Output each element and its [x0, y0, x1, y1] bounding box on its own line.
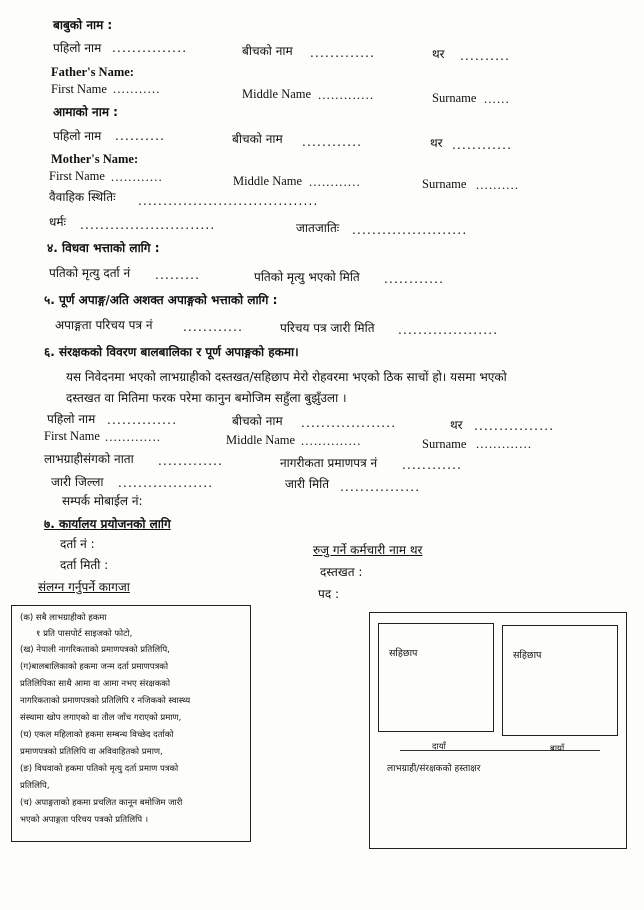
father-surname-en-label: Surname [432, 91, 477, 105]
attachment-line: भएको अपाङ्गता परिचय पत्रको प्रतिलिपि । [20, 815, 149, 825]
attachment-line: प्रमाणपत्रको प्रतिलिपि वा अविवाहितको प्रमाण, [20, 747, 163, 757]
mother-name-heading: आमाको नाम : [53, 105, 118, 119]
registration-no-label: दर्ता नं : [60, 537, 95, 551]
verifier-name-text: रुजु गर्ने कर्मचारी नाम थर [313, 543, 423, 557]
attachments-box [11, 605, 251, 842]
guardian-middle-name-en-label: Middle Name [226, 433, 296, 447]
citizenship-no-field[interactable]: ............ [402, 458, 463, 472]
father-first-name-np-field[interactable]: ............... [112, 41, 188, 55]
disability-allowance-heading: ५. पूर्ण अपाङ्ग/अति अशक्त अपाङ्गको भत्ताको लागि : [44, 293, 278, 307]
father-surname-en-field[interactable]: ...... [484, 92, 510, 106]
religion-label: धर्मः [49, 215, 66, 229]
father-middle-name-np-label: बीचको नाम [242, 44, 293, 58]
citizenship-issue-date-field[interactable]: ................ [340, 480, 421, 494]
father-first-name-np-label: पहिलो नाम [53, 41, 102, 55]
mother-name-en-heading: Mother's Name: [51, 152, 139, 166]
attachment-line: संस्थामा खोप लगाएको वा तौल जाँच गराएको प्रमाण, [20, 713, 182, 723]
attachment-line: प्रतिलिपि, [20, 781, 50, 791]
mother-middle-name-en-label: Middle Name [233, 174, 303, 188]
left-thumb-box[interactable] [378, 623, 494, 732]
guardian-first-name-np-field[interactable]: .............. [107, 413, 178, 427]
marital-status-label: वैवाहिक स्थितिः [49, 190, 116, 204]
father-surname-np-label: थर [432, 47, 445, 61]
office-signature-label: दस्तखत : [320, 565, 363, 579]
declaration-line-1: यस निवेदनमा भएको लाभग्राहीको दस्तखत/सहिछाप मेरो रोहवरमा भएको ठिक साचों हो। यसमा भएको [66, 370, 507, 384]
guardian-surname-np-label: थर [450, 418, 463, 432]
attachment-line: (क) सबै लाभग्राहीको हकमा [20, 613, 107, 623]
husband-death-reg-field[interactable]: ......... [155, 268, 201, 282]
guardian-first-name-en-label: First Name [44, 429, 100, 443]
mother-middle-name-en-field[interactable]: ............ [309, 175, 361, 189]
guardian-first-name-np-label: पहिलो नाम [47, 412, 96, 426]
father-middle-name-en-label: Middle Name [242, 87, 312, 101]
guardian-surname-en-label: Surname [422, 437, 467, 451]
thumbprint-box [369, 612, 627, 849]
left-thumb-label: सहिछाप [389, 648, 418, 659]
attachment-line: (च) अपाङ्गताको हकमा प्रचलित कानून बमोजिम जारी [20, 798, 183, 808]
disability-card-field[interactable]: ............ [183, 320, 244, 334]
mother-first-name-np-label: पहिलो नाम [53, 129, 102, 143]
registration-date-label: दर्ता मिती : [60, 558, 109, 572]
attachment-line: १ प्रति पासपोर्ट साइजको फोटो, [36, 629, 133, 639]
relation-label: लाभग्राहीसंगको नाता [44, 452, 134, 466]
father-name-en-heading: Father's Name: [51, 65, 134, 79]
religion-field[interactable]: ........................... [80, 218, 216, 232]
mother-first-name-np-field[interactable]: .......... [115, 129, 166, 143]
attachment-line: (घ) एकल महिलाको हकमा सम्बन्ध विच्छेद दर्ताको [20, 730, 174, 740]
attachments-heading [38, 580, 130, 594]
office-use-heading [44, 517, 171, 531]
guardian-middle-name-np-label: बीचको नाम [232, 414, 283, 428]
husband-death-date-field[interactable]: ............ [384, 272, 445, 286]
father-middle-name-np-field[interactable]: ............. [310, 46, 376, 60]
disability-card-label: अपाङ्गता परिचय पत्र नं [55, 318, 153, 332]
declaration-line-2: दस्तखत वा मितिमा फरक परेमा कानुन बमोजिम सहुँला बुझुँउला । [66, 391, 347, 405]
mother-surname-en-field[interactable]: .......... [476, 178, 520, 192]
mother-surname-np-label: थर [430, 136, 443, 150]
guardian-first-name-en-field[interactable]: ............. [105, 430, 162, 444]
mother-middle-name-np-field[interactable]: ............ [302, 135, 363, 149]
attachment-line: (ङ) विधवाको हकमा पतिको मृत्यु दर्ता प्रमाण पत्रको [20, 764, 179, 774]
mother-middle-name-np-label: बीचको नाम [232, 132, 283, 146]
signature-line [400, 750, 600, 751]
father-surname-np-field[interactable]: .......... [460, 49, 511, 63]
verifier-name-label [313, 543, 422, 557]
card-issue-date-field[interactable]: .................... [398, 323, 499, 337]
right-thumb-box[interactable] [502, 625, 618, 736]
guardian-surname-np-field[interactable]: ................ [474, 419, 555, 433]
mother-first-name-en-field[interactable]: ............ [111, 170, 163, 184]
father-first-name-en-label: First Name [51, 82, 107, 96]
mother-surname-np-field[interactable]: ............ [452, 138, 513, 152]
issue-district-field[interactable]: ................... [118, 476, 214, 490]
post-label: पद : [318, 587, 340, 601]
caste-field[interactable]: ....................... [352, 223, 468, 237]
citizenship-no-label: नागरीकता प्रमाणपत्र नं [280, 456, 378, 470]
right-thumb-label: सहिछाप [513, 650, 542, 661]
attachments-heading-text: संलग्न गर्नुपर्ने कागजा [38, 580, 130, 594]
relation-field[interactable]: ............. [158, 454, 224, 468]
attachment-line: नागरिकताको प्रमाणपत्रको प्रतिलिपि र नजिकको स्वास्थ्य [20, 696, 191, 706]
father-name-heading: बाबुको नाम : [53, 18, 113, 32]
signature-caption: लाभग्राही/संरक्षकको हस्ताक्षर [387, 764, 481, 774]
caste-label: जातजातिः [296, 221, 340, 235]
right-hand-label: दायाँ [432, 742, 446, 752]
father-first-name-en-field[interactable]: ........... [113, 82, 161, 96]
husband-death-reg-label: पतिको मृत्यु दर्ता नं [49, 266, 131, 280]
guardian-surname-en-field[interactable]: ............. [476, 437, 533, 451]
contact-mobile-label: सम्पर्क मोबाईल नं: [62, 494, 143, 508]
mother-first-name-en-label: First Name [49, 169, 105, 183]
widow-allowance-heading: ४. विधवा भत्ताको लागि : [47, 241, 160, 255]
attachment-line: (ख) नेपाली नागरिकताको प्रमाणपत्रको प्रतिलिपि, [20, 645, 170, 655]
left-hand-label: बायाँ [550, 744, 565, 754]
guardian-middle-name-en-field[interactable]: .............. [301, 434, 362, 448]
citizenship-issue-date-label: जारी मिति [285, 477, 330, 491]
attachment-line: (ग)बालबालिकाको हकमा जन्म दर्ता प्रमाणपत्रको [20, 662, 169, 672]
mother-surname-en-label: Surname [422, 177, 467, 191]
father-middle-name-en-field[interactable]: ............. [318, 88, 375, 102]
office-use-heading-text: ७. कार्यालय प्रयोजनको लागि [44, 517, 171, 531]
marital-status-field[interactable]: .................................... [138, 194, 319, 208]
card-issue-date-label: परिचय पत्र जारी मिति [280, 321, 375, 335]
guardian-middle-name-np-field[interactable]: ................... [301, 416, 397, 430]
husband-death-date-label: पतिको मृत्यु भएको मिति [254, 270, 360, 284]
issue-district-label: जारी जिल्ला [51, 475, 104, 489]
attachment-line: प्रतिलिपिका साथै आमा वा आमा नभए संरक्षकको [20, 679, 171, 689]
guardian-details-heading: ६. संरक्षकको विवरण बालबालिका र पूर्ण अपाङ्गको हकमा। [44, 345, 299, 359]
